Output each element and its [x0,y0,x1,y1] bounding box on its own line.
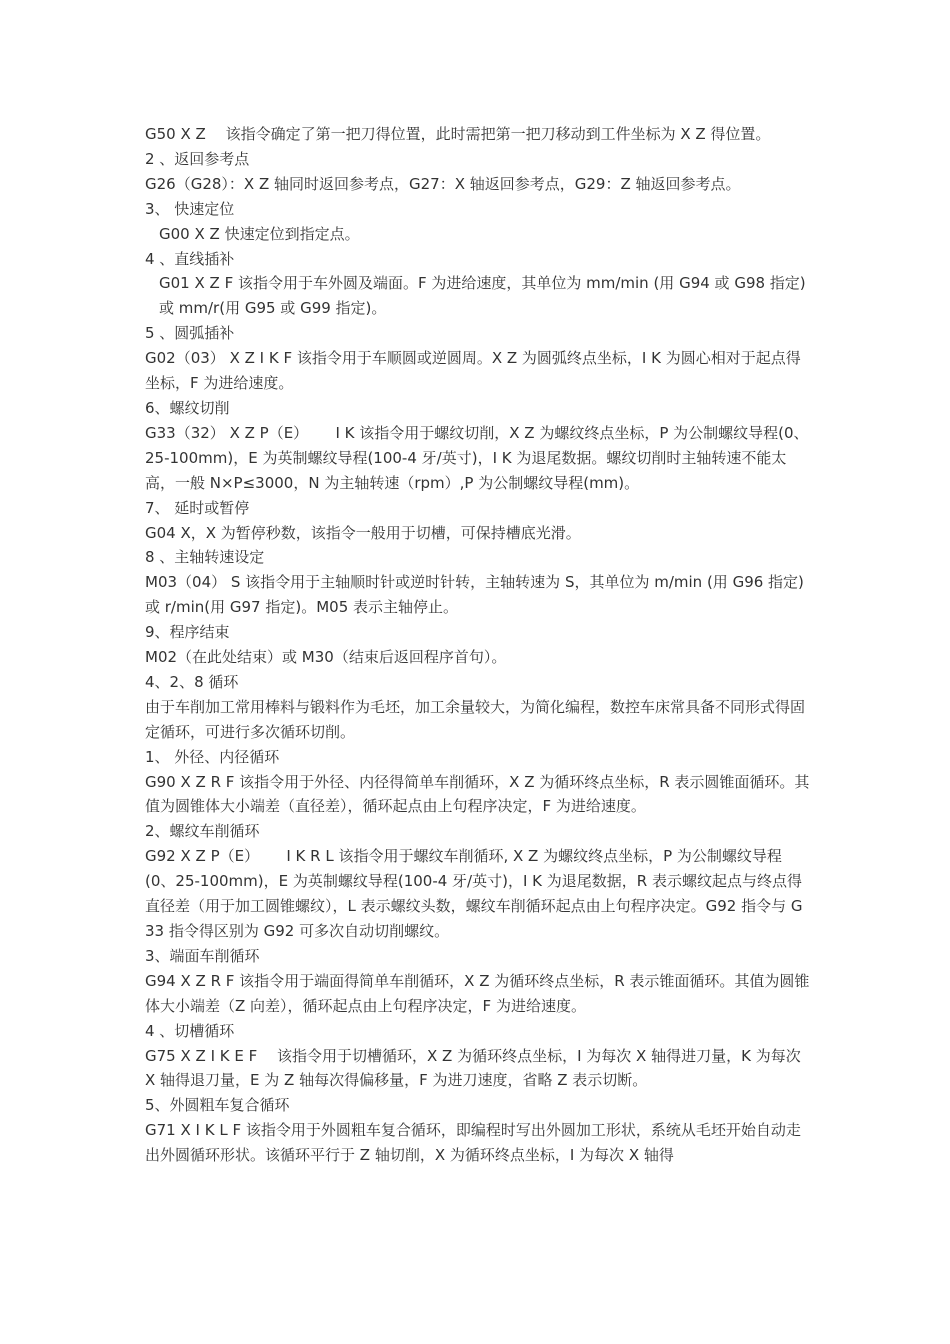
paragraph: G94 X Z R F 该指令用于端面得简单车削循环，X Z 为循环终点坐标，R 表示锥面循环。其值为圆锥体大小端差（Z 向差），循环起点由上句程序决定，F 为进给速度。 [145,971,810,1015]
paragraph: M02（在此处结束）或 M30（结束后返回程序首句）。 [145,648,507,667]
paragraph: G75 X Z I K E F 该指令用于切槽循环，X Z 为循环终点坐标，I 为每次 X 轴得进刀量，K 为每次 X 轴得退刀量，E 为 Z 轴每次得偏移量，F 为进刀速度，省略 Z 表示切断。 [145,1046,801,1090]
section-heading: 5、外圆粗车复合循环 [145,1096,290,1115]
section-heading: 2、螺纹车削循环 [145,822,260,841]
paragraph: G02（03） X Z I K F 该指令用于车顺圆或逆圆周。X Z 为圆弧终点坐标，I K 为圆心相对于起点得坐标，F 为进给速度。 [145,349,801,393]
paragraph: G90 X Z R F 该指令用于外径、内径得简单车削循环，X Z 为循环终点坐标，R 表示圆锥面循环。其值为圆锥体大小端差（直径差），循环起点由上句程序决定，F 为进给速度。 [145,772,810,816]
paragraph: G01 X Z F 该指令用于车外圆及端面。F 为进给速度，其单位为 mm/min (用 G94 或 G98 指定)或 mm/r(用 G95 或 G99 指定)。 [159,274,806,318]
paragraph: G26（G28）：X Z 轴同时返回参考点，G27：X 轴返回参考点，G29：Z 轴返回参考点。 [145,174,741,193]
document-body [145,122,810,1168]
section-heading: 1、 外径、内径循环 [145,747,280,766]
section-heading: 4、2、8 循环 [145,672,239,691]
paragraph: G71 X I K L F 该指令用于外圆粗车复合循环，即编程时写出外圆加工形状，系统从毛坯开始自动走出外圆循环形状。该循环平行于 Z 轴切削，X 为循环终点坐标，I 为每次 X 轴得 [145,1121,801,1165]
section-heading: 3、 快速定位 [145,199,235,218]
paragraph: G00 X Z 快速定位到指定点。 [159,224,360,243]
section-heading: 2 、返回参考点 [145,149,250,168]
section-heading: 9、程序结束 [145,623,230,642]
paragraph: G04 X，X 为暂停秒数，该指令一般用于切槽，可保持槽底光滑。 [145,523,581,542]
section-heading: 7、 延时或暂停 [145,498,250,517]
paragraph: 由于车削加工常用棒料与锻料作为毛坯，加工余量较大，为简化编程，数控车床常具备不同形式得固定循环，可进行多次循环切削。 [145,697,806,741]
section-heading: 6、螺纹切削 [145,398,230,417]
paragraph: G92 X Z P（E） I K R L 该指令用于螺纹车削循环, X Z 为螺纹终点坐标，P 为公制螺纹导程(0、25-100mm)，E 为英制螺纹导程(100-4 牙/英寸)，I K 为退尾数据，R 表示螺纹起点与终点得直径差（用于加工圆锥螺纹），L 表示螺纹头数，螺纹车削循环起点由上句程序决定。G92 指令与 G33 指令得区别为 G92 可多次自动切削螺纹。 [145,847,803,940]
section-heading: 4 、切槽循环 [145,1021,235,1040]
paragraph: G33（32） X Z P（E） I K 该指令用于螺纹切削，X Z 为螺纹终点坐标，P 为公制螺纹导程(0、25-100mm)，E 为英制螺纹导程(100-4 牙/英寸)，I K 为退尾数据。螺纹切削时主轴转速不能太高，一般 N×P≤3000，N 为主轴转速（rpm）,P 为公制螺纹导程(mm)。 [145,423,809,492]
section-heading: 4 、直线插补 [145,249,235,268]
paragraph: M03（04） S 该指令用于主轴顺时针或逆时针转，主轴转速为 S，其单位为 m/min (用 G96 指定)或 r/min(用 G97 指定)。M05 表示主轴停止。 [145,573,804,617]
section-heading: 5 、圆弧插补 [145,324,235,343]
section-heading: 3、端面车削循环 [145,946,260,965]
paragraph: G50 X Z 该指令确定了第一把刀得位置，此时需把第一把刀移动到工件坐标为 X Z 得位置。 [145,125,771,143]
section-heading: 8 、主轴转速设定 [145,548,265,567]
